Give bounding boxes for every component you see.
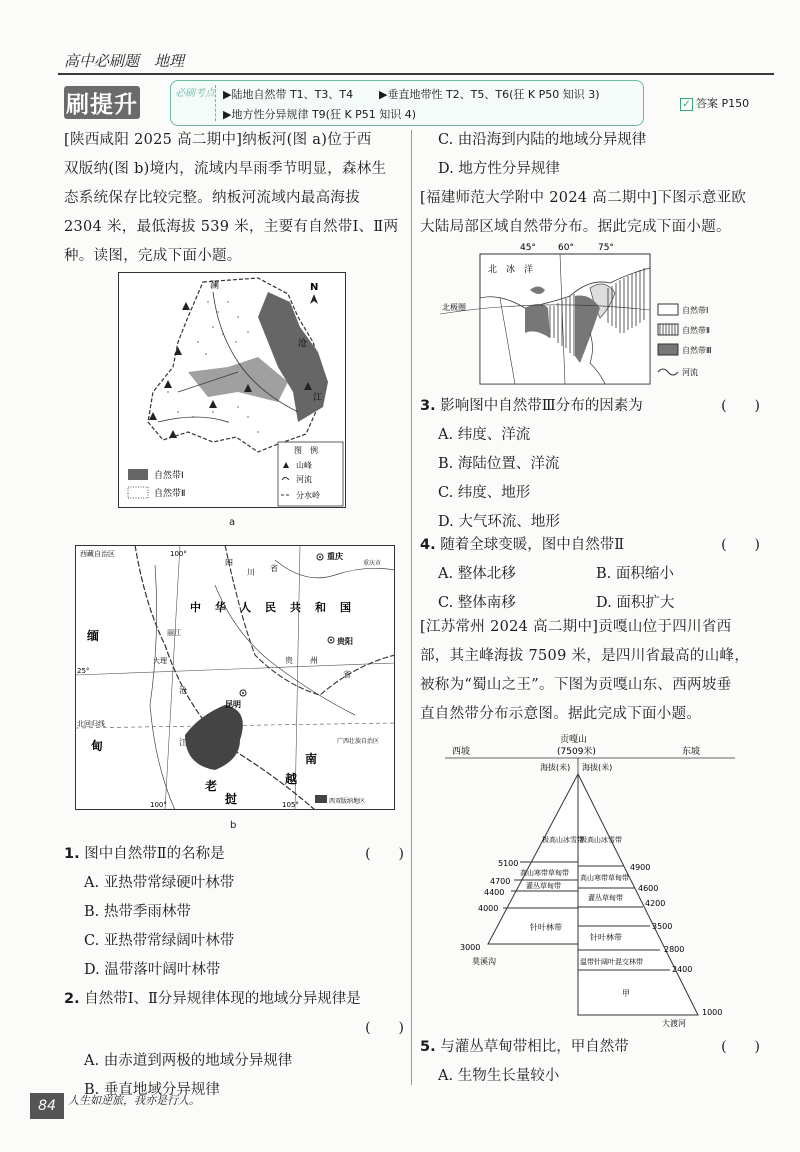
map-label: 挝	[225, 792, 238, 806]
answer-blank[interactable]: ( )	[721, 537, 760, 553]
map-label: 100°	[150, 801, 167, 809]
river-label: 江	[313, 393, 323, 403]
map-label: 和	[315, 601, 326, 614]
map-b	[75, 545, 395, 810]
river-label: 澜	[210, 281, 220, 291]
page-number: 84	[30, 1093, 64, 1119]
option[interactable]: B. 海陆位置、洋流	[438, 456, 560, 472]
question-4	[420, 531, 760, 618]
map-c-legend: 自然带Ⅰ	[682, 306, 709, 315]
option[interactable]: C. 由沿海到内陆的地域分异规律	[438, 132, 647, 148]
map-label: 省	[270, 564, 278, 573]
zone-label: 灌丛草甸带	[526, 882, 561, 890]
map-c-legend: 自然带Ⅱ	[682, 326, 710, 335]
question-5	[420, 1033, 760, 1091]
zone-label: 极高山冰雪带	[542, 836, 584, 844]
question-3	[420, 392, 760, 537]
altitude-tick: 5100	[498, 859, 519, 868]
option[interactable]: B. 面积缩小	[596, 566, 674, 582]
check-icon: ✓	[680, 98, 693, 111]
question-stem: 与灌丛草甸带相比，甲自然带	[440, 1039, 629, 1055]
column-divider	[411, 130, 412, 1085]
map-label: 南	[305, 752, 318, 766]
place-label: 大渡河	[662, 1019, 686, 1028]
intro-passage-1	[64, 126, 409, 271]
lon-label: 60°	[558, 243, 574, 253]
zone-legend: 自然带Ⅱ	[154, 489, 186, 499]
altitude-tick: 4700	[490, 877, 511, 886]
map-label: 广西壮族自治区	[337, 738, 380, 745]
question-stem: 影响图中自然带Ⅲ分布的因素为	[440, 398, 643, 414]
arctic-circle-label: 北极圈	[442, 303, 466, 312]
zone-label: 针叶林带	[530, 923, 562, 932]
option[interactable]: A. 生物生长量较小	[438, 1068, 560, 1084]
option[interactable]: A. 纬度、洋流	[438, 427, 531, 443]
altitude-tick: 2800	[664, 945, 685, 954]
gongga-diagram	[440, 730, 740, 1030]
altitude-tick: 3500	[652, 922, 673, 931]
intro-passage-2	[420, 184, 760, 242]
map-label: 人	[240, 601, 251, 614]
question-2	[64, 985, 404, 1105]
question-number: 3.	[420, 398, 436, 414]
answer-blank[interactable]: ( )	[721, 398, 760, 414]
altitude-tick: 4200	[645, 899, 666, 908]
east-slope-label: 东坡	[682, 747, 701, 757]
map-label: 中	[190, 601, 201, 614]
axis-label: 海拔(米)	[540, 763, 571, 772]
figure-caption-a: a	[229, 517, 236, 528]
zone-label: 极高山冰雪带	[580, 836, 622, 844]
map-label: 江	[179, 738, 187, 747]
map-label: 丽江	[167, 629, 181, 637]
zone-label: 温带针阔叶混交林带	[580, 958, 643, 966]
answer-ref	[680, 95, 749, 111]
key-point-item: ▶垂直地带性 T2、T5、T6(狂 K P50 知识 3)	[379, 88, 600, 101]
question-stem: 图中自然带Ⅱ的名称是	[84, 846, 225, 862]
passage-line: 态系统保存比较完整。纳板河流域内最高海拔	[64, 190, 360, 206]
key-points-box	[170, 80, 644, 126]
map-label: 北回归线	[77, 720, 105, 728]
altitude-tick: 1000	[702, 1008, 723, 1017]
map-legend: 西双版纳地区	[329, 798, 366, 805]
map-label: 缅	[87, 629, 100, 643]
map-label: 西藏自治区	[80, 550, 115, 558]
passage-line: 大陆局部区域自然带分布。据此完成下面小题。	[420, 219, 731, 235]
zone-legend: 自然带Ⅰ	[154, 471, 184, 481]
option[interactable]: D. 大气环流、地形	[438, 514, 560, 530]
zone-label: 灌丛草甸带	[588, 894, 623, 902]
map-c-legend: 河流	[682, 368, 698, 377]
map-c	[440, 238, 740, 388]
map-label: 重庆	[327, 552, 343, 561]
map-label: 国	[340, 601, 351, 614]
altitude-tick: 2400	[672, 965, 693, 974]
answer-blank[interactable]: ( )	[365, 846, 404, 862]
map-label: 沧	[179, 686, 187, 695]
option[interactable]: A. 整体北移	[438, 566, 516, 582]
passage-line: [福建师范大学附中 2024 高二期中]下图示意亚欧	[420, 190, 747, 206]
question-number: 1.	[64, 846, 80, 862]
map-label: 川	[247, 568, 255, 577]
map-label: 甸	[91, 739, 104, 753]
river-icon	[658, 369, 678, 375]
option[interactable]: D. 面积扩大	[596, 595, 675, 611]
answer-blank[interactable]: ( )	[365, 1020, 404, 1036]
passage-line: 种。读图，完成下面小题。	[64, 248, 242, 264]
passage-line: [江苏常州 2024 高二期中]贡嘎山位于四川省西	[420, 619, 732, 635]
lon-label: 75°	[598, 243, 614, 253]
map-label: 景洪	[172, 755, 186, 763]
sea-label: 北 冰 洋	[488, 265, 534, 275]
zone-label: 高山寒带草甸带	[580, 874, 629, 882]
question-number: 4.	[420, 537, 436, 553]
altitude-tick: 4400	[484, 888, 505, 897]
answer-ref-label: 答案 P150	[696, 97, 750, 110]
altitude-tick: 4000	[478, 904, 499, 913]
altitude-tick: 4900	[630, 863, 651, 872]
map-label: 越	[285, 772, 298, 786]
figure-caption-b: b	[230, 820, 237, 831]
footer-motto: 人生如逆旅，我亦是行人。	[68, 1094, 200, 1107]
option[interactable]: B. 热带季雨林带	[84, 904, 191, 920]
legend-title: 图 例	[294, 446, 318, 455]
passage-line: 部，其主峰海拔 7509 米，是四川省最高的山峰，	[420, 648, 750, 664]
west-slope-label: 西坡	[452, 747, 471, 757]
river-label: 沧	[298, 339, 308, 349]
map-label: 省	[343, 670, 351, 679]
map-label: 华	[215, 601, 226, 614]
question-stem: 随着全球变暖，图中自然带Ⅱ	[440, 537, 625, 553]
option[interactable]: A. 由赤道到两极的地域分异规律	[84, 1053, 293, 1069]
question-number: 2.	[64, 991, 80, 1007]
section-badge-label: 刷提升	[64, 86, 140, 119]
map-label: 重庆市	[363, 560, 382, 567]
altitude-tick: 4600	[638, 884, 659, 893]
passage-line: 直自然带分布示意图。据此完成下面小题。	[420, 706, 702, 722]
header-rule	[58, 73, 774, 75]
lon-label: 45°	[520, 243, 536, 253]
legend-item: 山峰	[296, 461, 312, 470]
question-number: 5.	[420, 1039, 436, 1055]
passage-line: 2304 米，最低海拔 539 米，主要有自然带Ⅰ、Ⅱ两	[64, 219, 399, 235]
map-label: 100°	[170, 550, 187, 558]
map-label: 老	[205, 779, 218, 793]
altitude-tick: 3000	[460, 943, 481, 952]
map-label: 昆明	[225, 700, 241, 709]
passage-line: [陕西咸阳 2025 高二期中]纳板河(图 a)位于西	[64, 132, 372, 148]
passage-line: 双版纳(图 b)境内，流域内旱雨季节明显，森林生	[64, 161, 387, 177]
map-label: 四	[225, 558, 233, 567]
zone-label: 高山寒带草甸带	[520, 869, 569, 877]
passage-line: 被称为“蜀山之王”。下图为贡嘎山东、西两坡垂	[420, 677, 732, 693]
option[interactable]: D. 温带落叶阔叶林带	[84, 962, 221, 978]
running-header: 高中必刷题 地理	[64, 52, 185, 70]
north-arrow-label: N	[310, 282, 319, 293]
axis-label: 海拔(米)	[582, 763, 613, 772]
map-label: 贵阳	[337, 637, 353, 646]
map-label: 共	[290, 601, 301, 614]
option[interactable]: C. 亚热带常绿阔叶林带	[84, 933, 235, 949]
place-label: 莫溪沟	[472, 957, 496, 966]
map-label: 25°	[77, 667, 90, 675]
map-c-legend: 自然带Ⅲ	[682, 346, 712, 355]
question-1	[64, 840, 404, 985]
zone-label: 甲	[622, 989, 630, 998]
map-label: 州	[310, 656, 318, 665]
legend-item: 河流	[296, 475, 312, 484]
key-points-label: 必刷考点	[175, 85, 216, 121]
zone-label: 针叶林带	[590, 933, 622, 942]
legend-item: 分水岭	[296, 491, 320, 500]
map-label: 105°	[282, 801, 299, 809]
answer-blank[interactable]: ( )	[721, 1039, 760, 1055]
question-stem: 自然带Ⅰ、Ⅱ分异规律体现的地域分异规律是	[84, 991, 361, 1007]
peak-name: 贡嘎山	[560, 735, 588, 745]
key-point-item: ▶地方性分异规律 T9(狂 K P51 知识 4)	[223, 108, 417, 121]
option[interactable]: D. 地方性分异规律	[438, 161, 560, 177]
map-label: 贵	[285, 656, 293, 665]
option[interactable]: B. 垂直地域分异规律	[84, 1082, 220, 1098]
option[interactable]: C. 整体南移	[438, 595, 516, 611]
map-label: 民	[265, 601, 276, 614]
intro-passage-3	[420, 613, 760, 729]
peak-altitude: (7509米)	[557, 747, 596, 757]
option[interactable]: C. 纬度、地形	[438, 485, 531, 501]
key-point-item: ▶陆地自然带 T1、T3、T4	[223, 88, 354, 101]
section-badge	[64, 86, 140, 119]
map-label: 大理	[153, 657, 167, 665]
map-a	[118, 272, 346, 508]
option[interactable]: A. 亚热带常绿硬叶林带	[84, 875, 235, 891]
